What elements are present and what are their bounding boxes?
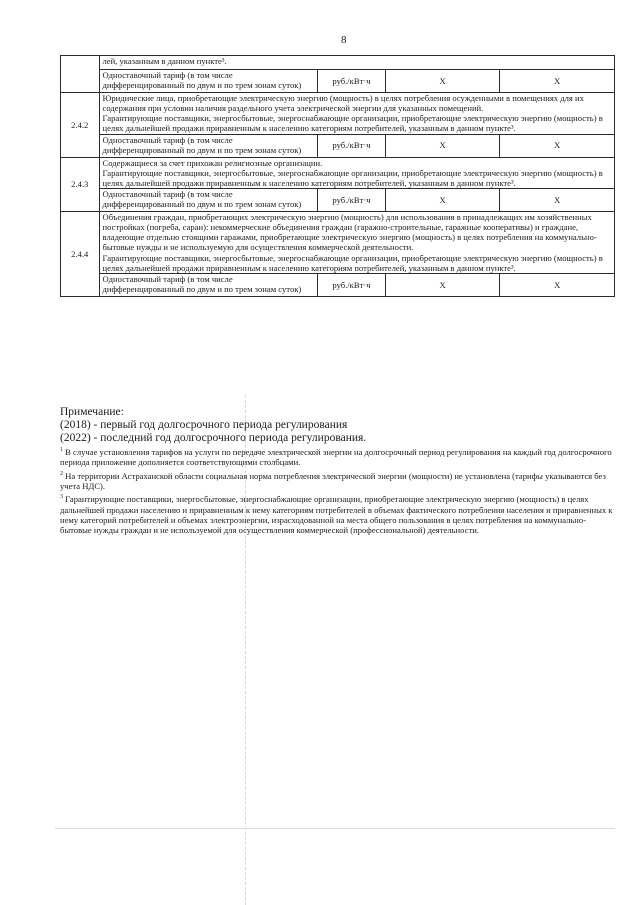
- unit-cell: руб./кВт·ч: [318, 273, 386, 296]
- footnote-2: [60, 471, 615, 492]
- row-number: 2.4.2: [61, 93, 100, 158]
- unit-cell: руб./кВт·ч: [318, 188, 386, 211]
- description-paragraph: Юридические лица, приобретающие электрическую энергию (мощность) в целях потребления осужденными в помещениях для их содержания при условии наличия раздельного учета электрической энергии для указанных помещений.: [102, 93, 584, 114]
- category-description: [99, 157, 614, 188]
- table-row: [61, 211, 615, 273]
- tariff-table: [60, 55, 615, 297]
- footnote-text: В случае установления тарифов на услуги по передаче электрической энергии на долгосрочный период регулирования на каждый год долгосрочного периода приложение дополняется соответствующими столбцами.: [60, 447, 612, 468]
- footnote-text: Гарантирующие поставщики, энергосбытовые, энергоснабжающие организации, приобретающие электрическую энергию (мощность) в целях дальнейшей продажи населению и приравненным к нему категориям потребителей в объемах фактического потребления населения и приравненных к нему категорий потребителей и объемах электроэнергии, израсходованной на места общего пользования в целях потребления на коммунально-бытовые нужды граждан и не используемой для осуществления коммерческой (профессиональной) деятельности.: [60, 494, 613, 536]
- footnote-mark: 3: [60, 494, 63, 501]
- value-cell-2022: Х: [500, 70, 615, 93]
- value-cell-2018: Х: [385, 273, 500, 296]
- rate-label: Одноставочный тариф (в том числе дифференцированный по двум и по трем зонам суток): [99, 134, 318, 157]
- note-line-last-year: (2022) - последний год долгосрочного периода регулирования.: [60, 432, 367, 444]
- row-number: 2.4.4: [61, 211, 100, 296]
- value-cell-2022: Х: [500, 273, 615, 296]
- table-row: [61, 273, 615, 296]
- rate-label: Одноставочный тариф (в том числе дифференцированный по двум и по трем зонам суток): [99, 188, 318, 211]
- table-row: [61, 56, 615, 70]
- category-description: [99, 211, 614, 273]
- footnote-mark: 1: [60, 447, 63, 454]
- footnote-text: На территории Астраханской области социальная норма потребления электрической энергии (мощности) не установлена (тарифы указываются без учета НДС).: [60, 470, 606, 491]
- description-paragraph: Гарантирующие поставщики, энергосбытовые, энергоснабжающие организации, приобретающие электрическую энергию (мощность) в целях дальнейшей продажи приравненным к населению категориям потребителей, указанным в данном пункте³.: [102, 252, 603, 273]
- page-number: 8: [341, 34, 347, 46]
- category-description: [99, 93, 614, 135]
- description-paragraph: Гарантирующие поставщики, энергосбытовые, энергоснабжающие организации, приобретающие электрическую энергию (мощность) в целях дальнейшей продажи приравненным к населению категориям потребителей, указанным в данном пункте³.: [102, 113, 603, 134]
- unit-cell: руб./кВт·ч: [318, 70, 386, 93]
- value-cell-2022: Х: [500, 188, 615, 211]
- rate-label: Одноставочный тариф (в том числе дифференцированный по двум и по трем зонам суток): [99, 273, 318, 296]
- value-cell-2018: Х: [385, 134, 500, 157]
- value-cell-2018: Х: [385, 70, 500, 93]
- rate-label: Одноставочный тариф (в том числе дифференцированный по двум и по трем зонам суток): [99, 70, 318, 93]
- footnote-3: [60, 494, 615, 535]
- table-row: [61, 157, 615, 188]
- description-paragraph: Гарантирующие поставщики, энергосбытовые, энергоснабжающие организации, приобретающие электрическую энергию (мощность) в целях дальнейшей продажи приравненным к населению категориям потребителей, указанным в данном пункте³.: [102, 167, 603, 188]
- scan-artifact-line: [55, 828, 615, 829]
- table-row: [61, 188, 615, 211]
- note-line-first-year: (2018) - первый год долгосрочного периода регулирования: [60, 419, 348, 431]
- notes-title: Примечание:: [60, 406, 124, 418]
- unit-cell: руб./кВт·ч: [318, 134, 386, 157]
- table-row: [61, 70, 615, 93]
- description-paragraph: Содержащиеся за счет прихожан религиозные организации.: [102, 157, 323, 168]
- footnote-1: [60, 447, 615, 468]
- continuation-text: лей, указанным в данном пункте³.: [99, 56, 614, 70]
- description-paragraph: Объединения граждан, приобретающих электрическую энергию (мощность) для использования в принадлежащих им хозяйственных постройках (погреба, сараи): некоммерческие объединения граждан (гаражно-строительные, гаражные кооперативы) и граждане, владеющие отдельно стоящими гаражами, приобретающие электрическую энергию (мощность) в целях потребления на коммунально-бытовые нужды и не используемую для осуществления коммерческой деятельности.: [102, 211, 597, 253]
- value-cell-2018: Х: [385, 188, 500, 211]
- table-row: [61, 93, 615, 135]
- value-cell-2022: Х: [500, 134, 615, 157]
- notes-section: [60, 406, 615, 536]
- table-row: [61, 134, 615, 157]
- row-number: [61, 56, 100, 93]
- footnote-mark: 2: [60, 470, 63, 477]
- row-number: 2.4.3: [61, 157, 100, 211]
